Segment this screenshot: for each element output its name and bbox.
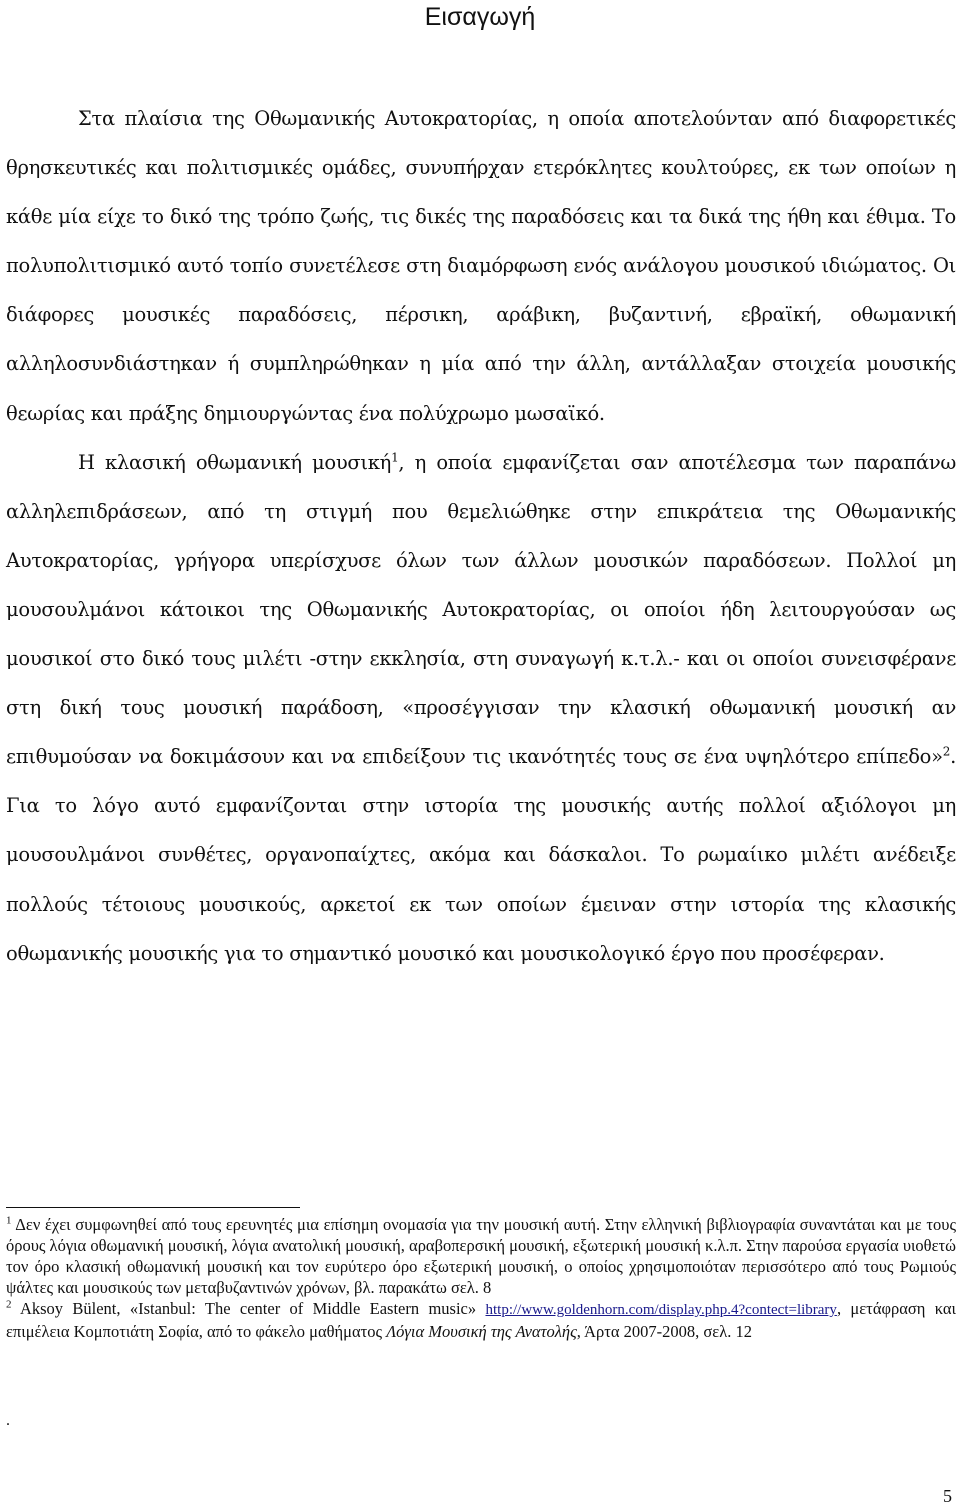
footnote-2 xyxy=(6,1298,956,1342)
footnote-2-text-after-link: , μετάφραση και επιμέλεια Κομποτιάτη Σοφία, από το φάκελο μαθήματος xyxy=(6,1299,956,1341)
paragraph-2-part-b: , η οποία εμφανίζεται σαν αποτέλεσμα των παραπάνω αλληλεπιδράσεων, από τη στιγμή που θεμελιώθηκε στην επικράτεια της Οθωμανικής Αυτοκρατορίας, γρήγορα υπερίσχυσε όλων των άλλων μουσικών παραδόσεων. Πολλοί μη μουσουλμάνοι κάτοικοι της Οθωμανικής Αυτοκρατορίας, οι οποίοι ήδη λειτουργούσαν ως μουσικοί στο δικό τους μιλέτι -στην εκκλησία, στη συναγωγή κ.τ.λ.- και οι οποίοι συνεισφέρανε στη δική τους μουσική παράδοση, «προσέγγισαν την κλασική οθωμανική μουσική αν επιθυμούσαν να δοκιμάσουν και να επιδείξουν τις ικανότητές τους σε ένα υψηλότερο επίπεδο» xyxy=(6,450,957,769)
footnote-2-link[interactable]: http://www.goldenhorn.com/display.php.4?contect=library xyxy=(485,1302,837,1318)
footnote-separator xyxy=(6,1207,300,1208)
paragraph-2-part-a: Η κλασική οθωμανική μουσική xyxy=(78,450,392,474)
paragraph-2-part-c: . Για το λόγο αυτό εμφανίζονται στην ιστορία της μουσικής αυτής πολλοί αξιόλογοι μη μουσουλμάνοι συνθέτες, οργανοπαίχτες, ακόμα και δάσκαλοι. Το ρωμαίικο μιλέτι ανέδειξε πολλούς τέτοιους μουσικούς, αρκετοί εκ των οποίων έμειναν στην ιστορία της κλασικής οθωμανικής μουσικής για το σημαντικό μουσικό και μουσικολογικό έργο που προσέφεραν. xyxy=(6,745,956,965)
stray-dot: . xyxy=(6,1412,10,1429)
footnote-2-text-end: , Άρτα 2007-2008, σελ. 12 xyxy=(576,1322,752,1341)
footnote-2-text-before-link: Aksoy Bülent, «Istanbul: The center of Middle Eastern music» xyxy=(11,1299,486,1318)
footnote-ref-1[interactable]: 1 xyxy=(391,450,399,465)
footnote-ref-2[interactable]: 2 xyxy=(942,744,951,759)
body-text xyxy=(6,94,956,978)
page-title: Εισαγωγή xyxy=(424,3,536,31)
footnotes xyxy=(6,1214,956,1342)
footnote-2-italic-title: Λόγια Μουσική της Ανατολής xyxy=(386,1322,577,1341)
paragraph-2 xyxy=(6,438,956,978)
footnote-1 xyxy=(6,1214,956,1298)
paragraph-1: Στα πλαίσια της Οθωμανικής Αυτοκρατορίας, η οποία αποτελούνταν από διαφορετικές θρησκευτικές και πολιτισμικές ομάδες, συνυπήρχαν ετερόκλητες κουλτούρες, εκ των οποίων η κάθε μία είχε το δικό της τρόπο ζωής, τις δικές της παραδόσεις και τα δικά της ήθη και έθιμα. Το πολυπολιτισμικό αυτό τοπίο συνετέλεσε στη διαμόρφωση ενός ανάλογου μουσικού ιδιώματος. Οι διάφορες μουσικές παραδόσεις, πέρσικη, αράβικη, βυζαντινή, εβραϊκή, οθωμανική αλληλοσυνδιάστηκαν ή συμπληρώθηκαν η μία από την άλλη, αντάλλαξαν στοιχεία μουσικής θεωρίας και πράξης δημιουργώντας ένα πολύχρωμο μωσαϊκό. xyxy=(6,107,956,425)
footnote-1-marker: 1 xyxy=(6,1214,12,1227)
page-number: 5 xyxy=(943,1486,952,1506)
footnote-2-marker: 2 xyxy=(6,1298,12,1311)
footnote-1-text: Δεν έχει συμφωνηθεί από τους ερευνητές μια επίσημη ονομασία για την μουσική αυτή. Στην ελληνική βιβλιογραφία συναντάται και με τους όρους λόγια οθωμανική μουσική, λόγια ανατολική μουσική, αραβοπερσική μουσική, εξωτερική μουσική κ.λ.π. Στην παρούσα εργασία υιοθετώ τον όρο κλασική οθωμανική μουσική και τον ευρύτερο όρο εξωτερική μουσική, ο οποίος χρησιμοποιόταν περισσότερο από τους Ρωμιούς ψάλτες και μουσικούς των μεταβυζαντινών χρόνων, βλ. παρακάτω σελ. 8 xyxy=(6,1215,956,1297)
